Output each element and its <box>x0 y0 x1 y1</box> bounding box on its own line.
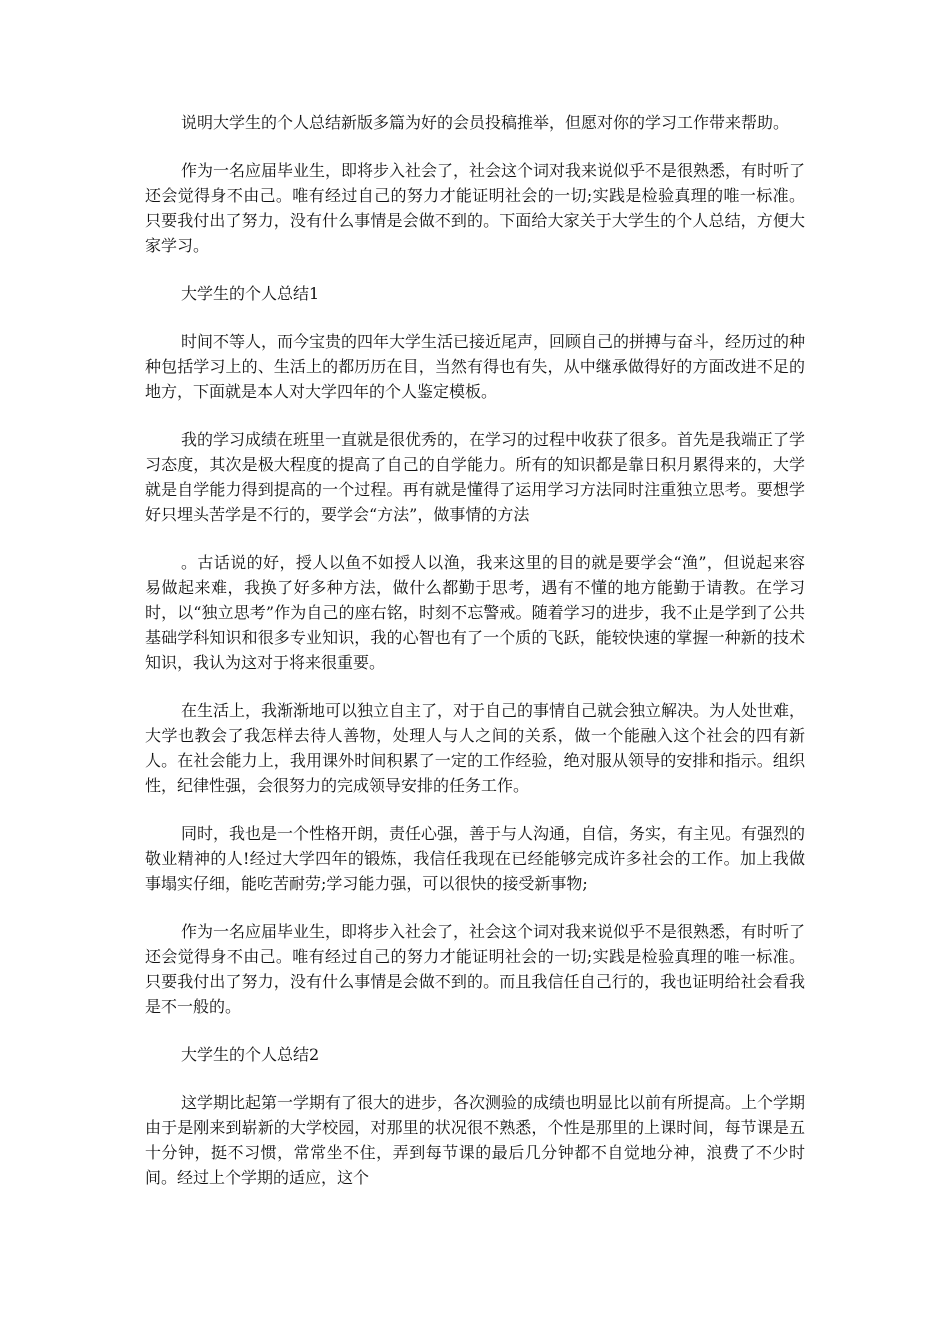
body-paragraph: 在生活上，我渐渐地可以独立自主了，对于自己的事情自己就会独立解决。为人处世难，大学也教会了我怎样去待人善物，处理人与人之间的关系，做一个能融入这个社会的四有新人。在社会能力上，我用课外时间积累了一定的工作经验，绝对服从领导的安排和指示。组织性，纪律性强，会很努力的完成领导安排的任务工作。 <box>145 701 806 795</box>
section-heading-2: 大学生的个人总结2 <box>181 1045 320 1064</box>
preface-paragraph: 作为一名应届毕业生，即将步入社会了，社会这个词对我来说似乎不是很熟悉，有时听了还会觉得身不由己。唯有经过自己的努力才能证明社会的一切;实践是检验真理的唯一标准。只要我付出了努力，没有什么事情是会做不到的。下面给大家关于大学生的个人总结，方便大家学习。 <box>145 161 806 255</box>
body-paragraph: 时间不等人，而今宝贵的四年大学生活已接近尾声，回顾自己的拼搏与奋斗，经历过的种种包括学习上的、生活上的都历历在目，当然有得也有失，从中继承做得好的方面改进不足的地方，下面就是本人对大学四年的个人鉴定模板。 <box>145 332 806 401</box>
document-page <box>145 110 805 1213</box>
section-heading-1: 大学生的个人总结1 <box>181 284 320 303</box>
intro-paragraph: 说明大学生的个人总结新版多篇为好的会员投稿推举，但愿对你的学习工作带来帮助。 <box>181 113 790 132</box>
body-paragraph: 同时，我也是一个性格开朗，责任心强，善于与人沟通，自信，务实，有主见。有强烈的敬业精神的人!经过大学四年的锻炼，我信任我现在已经能够完成许多社会的工作。加上我做事塌实仔细，能吃苦耐劳;学习能力强，可以很快的接受新事物; <box>145 824 806 893</box>
body-paragraph: 。古话说的好，授人以鱼不如授人以渔，我来这里的目的就是要学会“渔”，但说起来容易做起来难，我换了好多种方法，做什么都勤于思考，遇有不懂的地方能勤于请教。在学习时，以“独立思考”作为自己的座右铭，时刻不忘警戒。随着学习的进步，我不止是学到了公共基础学科知识和很多专业知识，我的心智也有了一个质的飞跃，能较快速的掌握一种新的技术知识，我认为这对于将来很重要。 <box>145 553 805 672</box>
body-paragraph: 作为一名应届毕业生，即将步入社会了，社会这个词对我来说似乎不是很熟悉，有时听了还会觉得身不由己。唯有经过自己的努力才能证明社会的一切;实践是检验真理的唯一标准。只要我付出了努力，没有什么事情是会做不到的。而且我信任自己行的，我也证明给社会看我是不一般的。 <box>145 922 806 1016</box>
body-paragraph: 这学期比起第一学期有了很大的进步，各次测验的成绩也明显比以前有所提高。上个学期由于是刚来到崭新的大学校园，对那里的状况很不熟悉，个性是那里的上课时间，每节课是五十分钟，挺不习惯，常常坐不住，弄到每节课的最后几分钟都不自觉地分神，浪费了不少时间。经过上个学期的适应，这个 <box>145 1093 806 1187</box>
body-paragraph: 我的学习成绩在班里一直就是很优秀的，在学习的过程中收获了很多。首先是我端正了学习态度，其次是极大程度的提高了自己的自学能力。所有的知识都是靠日积月累得来的，大学就是自学能力得到提高的一个过程。再有就是懂得了运用学习方法同时注重独立思考。要想学好只埋头苦学是不行的，要学会“方法”，做事情的方法 <box>145 430 806 524</box>
